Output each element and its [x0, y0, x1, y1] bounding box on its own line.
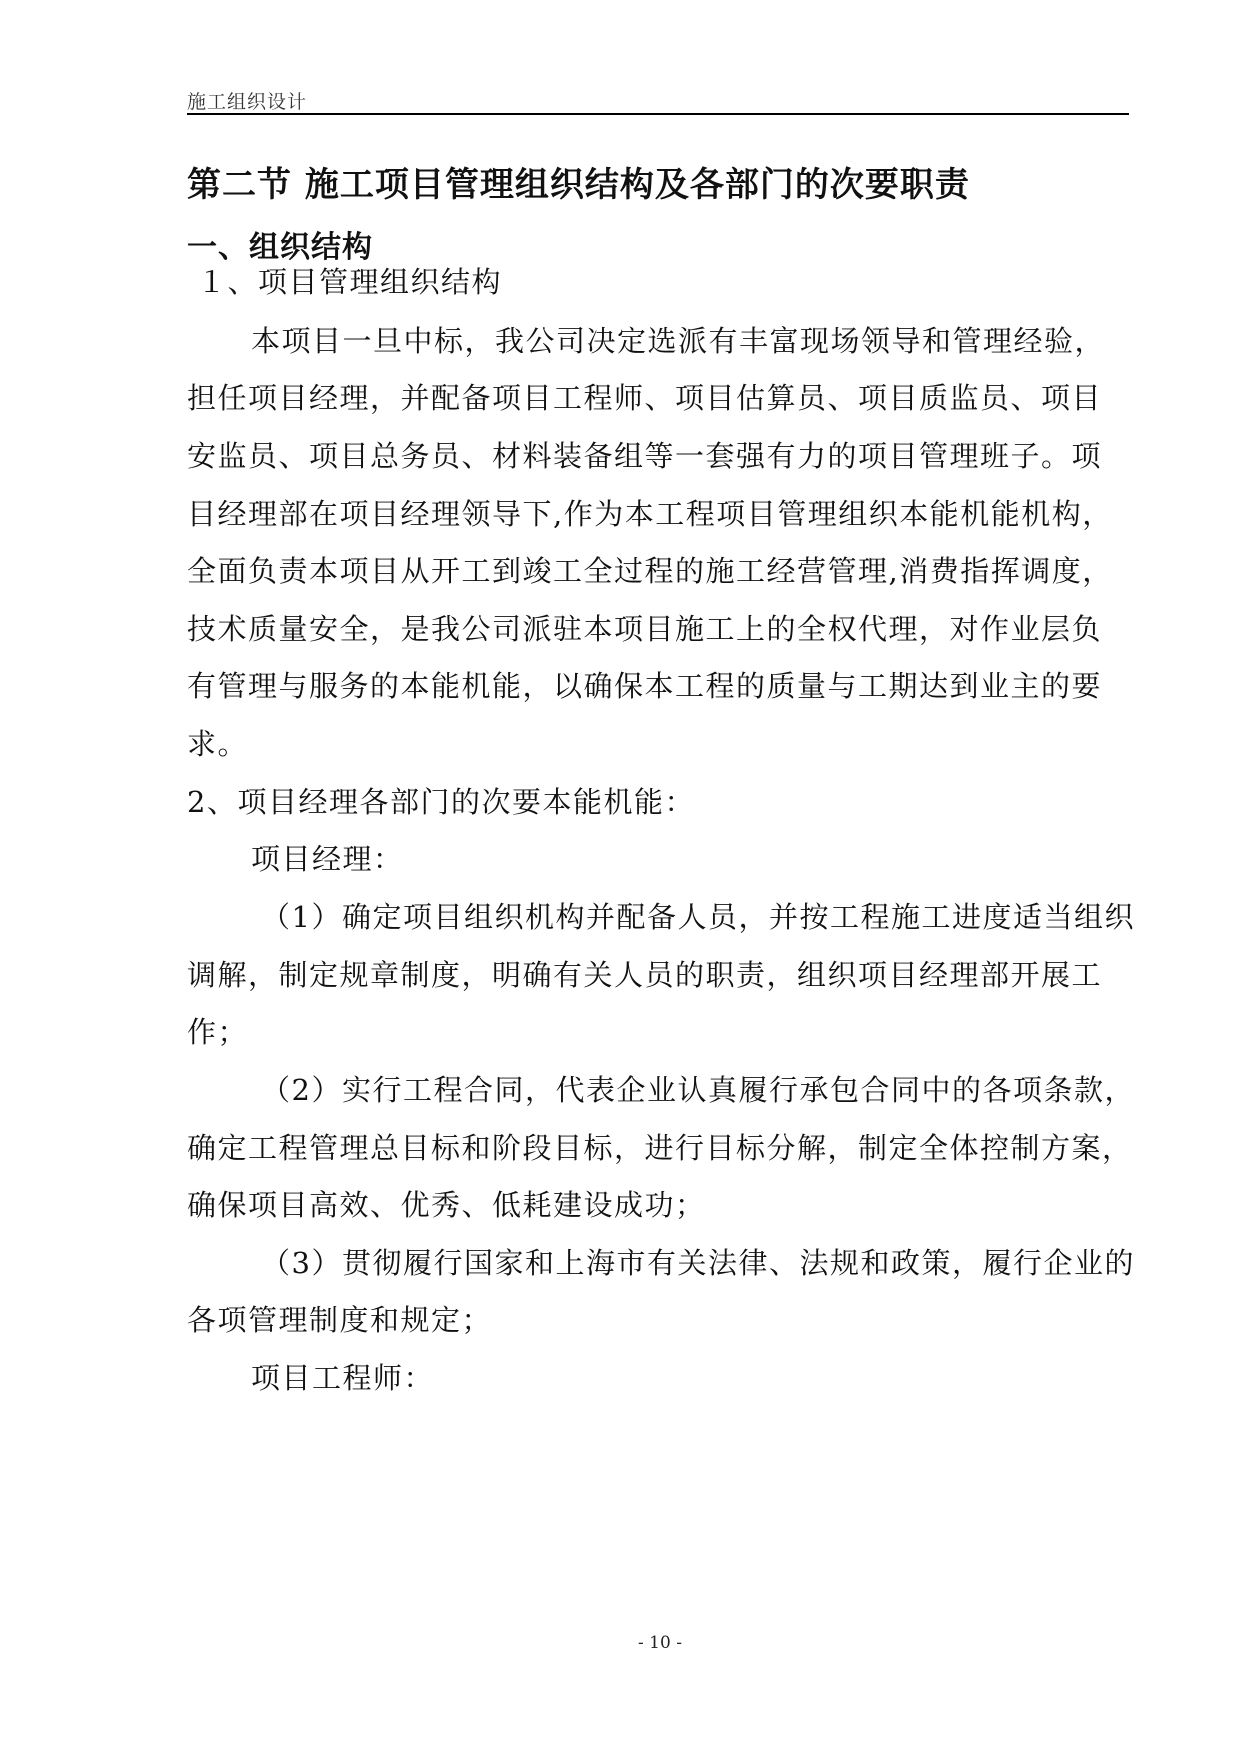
paragraph-line: 目经理部在项目经理领导下,作为本工程项目管理组织本能机能机构，	[187, 497, 1113, 531]
paragraph-line: 安监员、项目总务员、材料装备组等一套强有力的项目管理班子。项	[187, 439, 1103, 473]
duty-line: 确定工程管理总目标和阶段目标，进行目标分解，制定全体控制方案，	[187, 1131, 1133, 1165]
item-heading-department-duties: 2、项目经理各部门的次要本能机能：	[187, 785, 695, 819]
paragraph-line: 担任项目经理，并配备项目工程师、项目估算员、项目质监员、项目	[187, 381, 1103, 415]
duty-line: 各项管理制度和规定；	[187, 1303, 493, 1337]
duty-line: 作；	[187, 1015, 249, 1049]
running-header: 施工组织设计	[187, 91, 308, 113]
paragraph-line: 有管理与服务的本能机能，以确保本工程的质量与工期达到业主的要	[187, 669, 1103, 703]
role-label-project-manager: 项目经理：	[251, 842, 404, 876]
section-title: 第二节 施工项目管理组织结构及各部门的次要职责	[187, 165, 970, 205]
page-number: - 10 -	[638, 1633, 682, 1653]
paragraph-line: 全面负责本项目从开工到竣工全过程的施工经营管理,消费指挥调度，	[187, 554, 1113, 588]
duty-line: 调解，制定规章制度，明确有关人员的职责，组织项目经理部开展工	[187, 958, 1103, 992]
subsection-title: 一、组织结构	[187, 230, 373, 265]
paragraph-line: 本项目一旦中标，我公司决定选派有丰富现场领导和管理经验，	[251, 324, 1106, 358]
duty-line: （1）确定项目组织机构并配备人员，并按工程施工进度适当组织	[261, 900, 1135, 934]
item-heading-project-structure: １、项目管理组织结构	[197, 265, 503, 299]
paragraph-line: 求。	[187, 727, 249, 761]
duty-line: （2）实行工程合同，代表企业认真履行承包合同中的各项条款，	[261, 1073, 1135, 1107]
role-label-project-engineer: 项目工程师：	[251, 1361, 435, 1395]
duty-line: 确保项目高效、优秀、低耗建设成功；	[187, 1188, 706, 1222]
header-rule	[187, 113, 1129, 115]
paragraph-line: 技术质量安全，是我公司派驻本项目施工上的全权代理，对作业层负	[187, 612, 1103, 646]
duty-line: （3）贯彻履行国家和上海市有关法律、法规和政策，履行企业的	[261, 1246, 1135, 1280]
